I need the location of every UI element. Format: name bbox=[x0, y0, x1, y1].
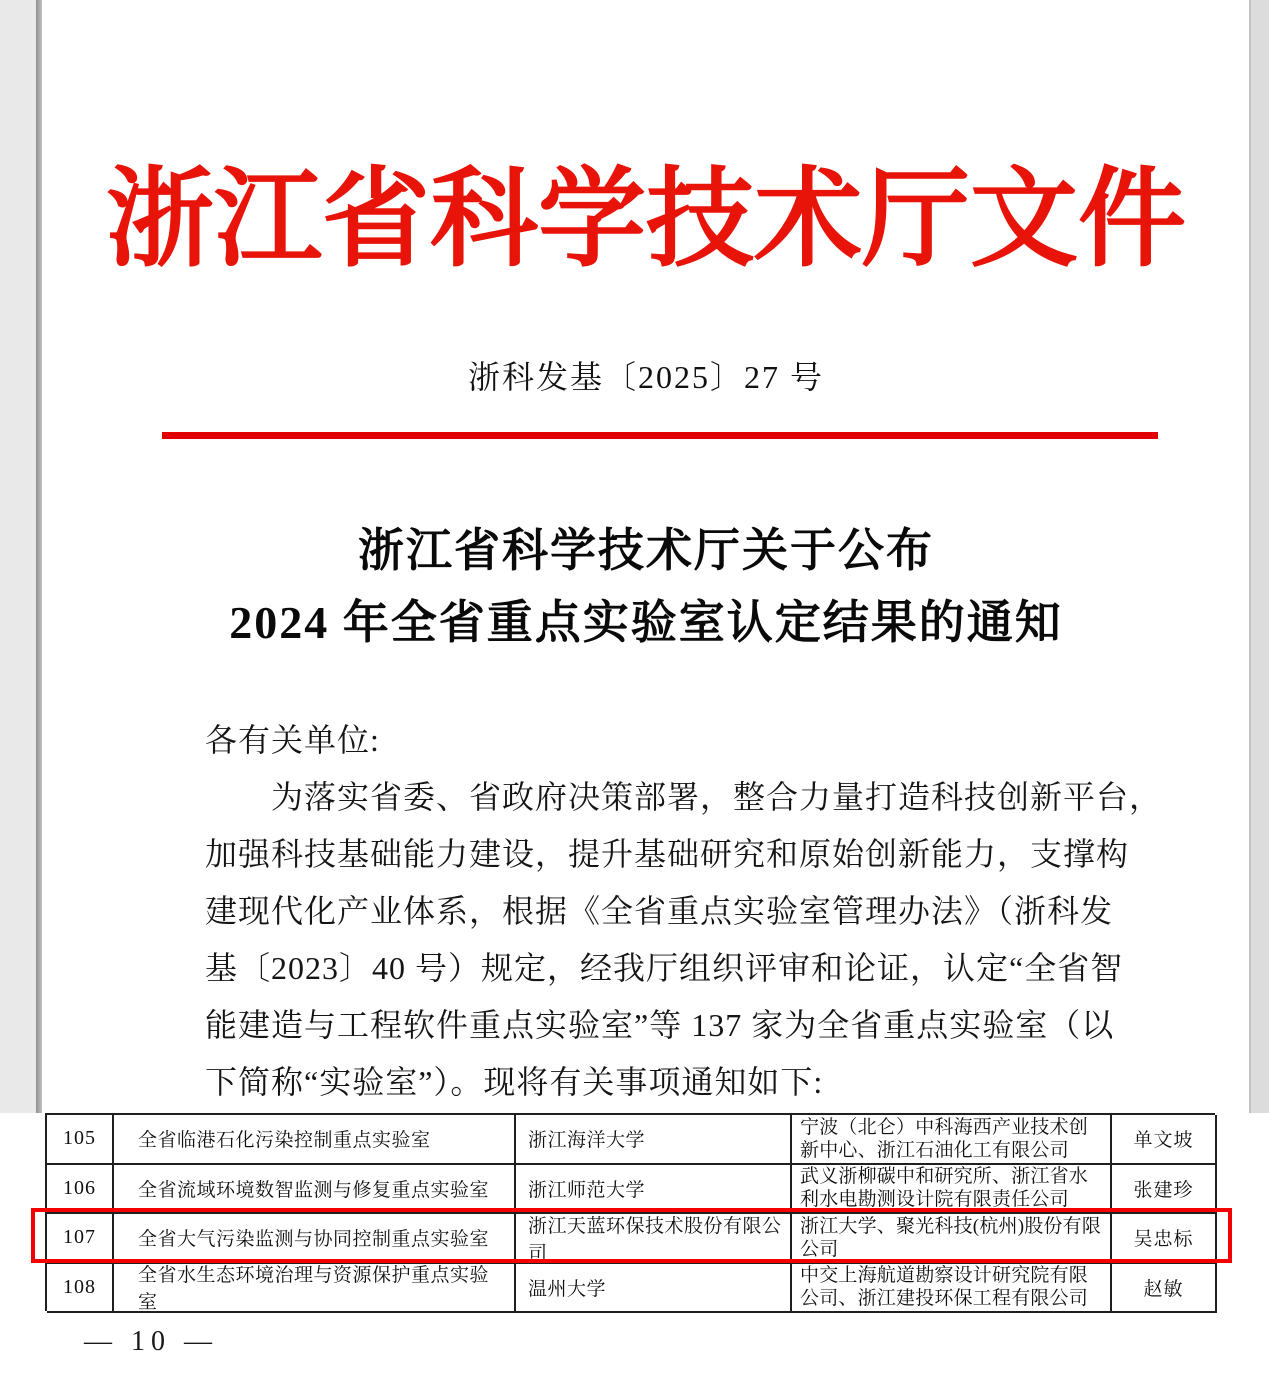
table-cell-partners: 中交上海航道勘察设计研究院有限公司、浙江建投环保工程有限公司 bbox=[792, 1264, 1112, 1314]
table-cell-host: 浙江师范大学 bbox=[516, 1165, 792, 1215]
table-cell-director: 单文坡 bbox=[1112, 1115, 1217, 1165]
table-cell-host: 浙江海洋大学 bbox=[516, 1115, 792, 1165]
page-number: — 10 — bbox=[84, 1326, 218, 1357]
document-number: 浙科发基〔2025〕27 号 bbox=[467, 359, 824, 395]
table-cell-partners: 武义浙柳碳中和研究所、浙江省水利水电勘测设计院有限责任公司 bbox=[792, 1165, 1112, 1215]
table-cell-no: 105 bbox=[47, 1115, 114, 1165]
table-cell-lab: 全省大气污染监测与协同控制重点实验室 bbox=[114, 1214, 516, 1264]
red-divider-rule bbox=[162, 432, 1158, 439]
document-header-title: 浙江省科学技术厅文件 bbox=[105, 161, 1186, 280]
lab-results-table bbox=[45, 1113, 1215, 1311]
salutation: 各有关单位: bbox=[205, 722, 380, 758]
table-cell-host: 温州大学 bbox=[516, 1264, 792, 1314]
notice-title-line1: 浙江省科学技术厅关于公布 bbox=[358, 525, 934, 576]
table-cell-partners: 宁波（北仑）中科海西产业技术创新中心、浙江石油化工有限公司 bbox=[792, 1115, 1112, 1165]
table-cell-no: 107 bbox=[47, 1214, 114, 1264]
table-cell-director: 赵敏 bbox=[1112, 1264, 1217, 1314]
page-right-edge bbox=[1249, 0, 1269, 1113]
table-cell-director: 吴忠标 bbox=[1112, 1214, 1217, 1264]
notice-body bbox=[205, 712, 1167, 1111]
body-line: 为落实省委、省政府决策部署，整合力量打造科技创新平台， bbox=[271, 779, 1163, 815]
table-cell-lab: 全省临港石化污染控制重点实验室 bbox=[114, 1115, 516, 1165]
table-cell-director: 张建珍 bbox=[1112, 1165, 1217, 1215]
table-cell-lab: 全省流域环境数智监测与修复重点实验室 bbox=[114, 1165, 516, 1215]
page-left-edge-line bbox=[36, 0, 42, 1113]
table-cell-no: 108 bbox=[47, 1264, 114, 1314]
table-cell-lab: 全省水生态环境治理与资源保护重点实验室 bbox=[114, 1264, 516, 1314]
body-line: 下简称“实验室”）。现将有关事项通知如下: bbox=[205, 1064, 824, 1100]
table-cell-no: 106 bbox=[47, 1165, 114, 1215]
body-line: 能建造与工程软件重点实验室”等 137 家为全省重点实验室（以 bbox=[205, 1007, 1115, 1043]
body-line: 加强科技基础能力建设，提升基础研究和原始创新能力，支撑构 bbox=[205, 836, 1130, 872]
notice-title-line2: 2024 年全省重点实验室认定结果的通知 bbox=[229, 597, 1063, 648]
table-cell-host: 浙江天蓝环保技术股份有限公司 bbox=[516, 1214, 792, 1264]
page-left-edge bbox=[0, 0, 36, 1113]
body-line: 建现代化产业体系，根据《全省重点实验室管理办法》（浙科发 bbox=[205, 893, 1114, 929]
body-line: 基〔2023〕40 号）规定，经我厅组织评审和论证，认定“全省智 bbox=[205, 950, 1124, 986]
table-cell-partners: 浙江大学、聚光科技(杭州)股份有限公司 bbox=[792, 1214, 1112, 1264]
